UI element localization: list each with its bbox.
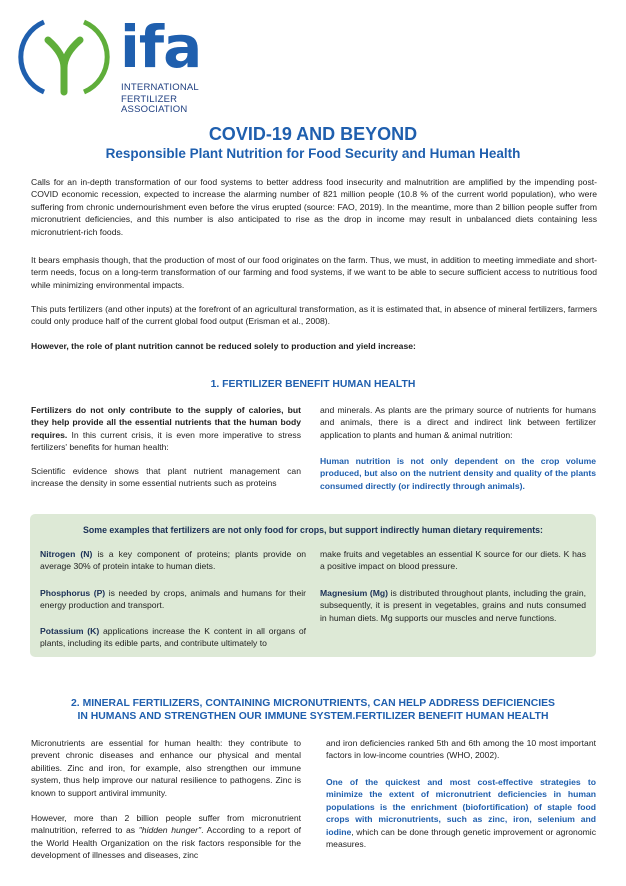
example-text: applications increase the K content in all organs of plants, including its edible parts, and contribute ultimately to	[40, 626, 306, 649]
section-2-highlight	[326, 776, 596, 850]
intro-paragraph-3: This puts fertilizers (and other inputs) at the forefront of an agricultural transformation, as it is estimated that, in absence of mineral fertilizers, farmers could only produce half of the current global food output (Erisman et al., 2008).	[31, 304, 597, 327]
section-2-left-p1: Micronutrients are essential for human health: they contribute to prevent chronic diseases and enhance our physical and mental abilities. Zinc and iron, for example, also strengthen our immune system, thus help improve our natural resilience to pathogens. Zinc is known to support antiviral immunity.	[31, 738, 301, 798]
example-text: make fruits and vegetables an essential K source for our diets. K has a positive impact on blood pressure.	[320, 549, 586, 572]
section-2-heading-line-1: 2. MINERAL FERTILIZERS, CONTAINING MICRONUTRIENTS, CAN HELP ADDRESS DEFICIENCIES	[71, 698, 555, 709]
example-term: Potassium (K)	[40, 626, 100, 636]
intro-paragraph-4: However, the role of plant nutrition cannot be reduced solely to production and yield increase:	[31, 341, 416, 351]
hidden-hunger-term: "hidden hunger"	[138, 825, 202, 836]
section-1-bold-lead: Fertilizers do not only contribute to the supply of calories, but they help provide all the essential nutrients that the human body requires.	[31, 405, 301, 440]
example-item	[40, 548, 306, 573]
example-item	[40, 587, 306, 612]
section-1-highlight: Human nutrition is not only dependent on the crop volume produced, but also on the nutrient density and quality of the plants consumed directly (or indirectly through animals).	[320, 456, 596, 491]
page-subtitle: Responsible Plant Nutrition for Food Security and Human Health	[105, 146, 521, 161]
intro-paragraph-1: Calls for an in-depth transformation of our food systems to better address food insecurity and malnutrition are amplified by the impending post-COVID economic recession, expected to increase the alarming number of 821 million people (10.8 % of the current world population), who were suffering from chronic undernourishment even before the virus erupted (source: FAO, 2019). In the meantime, more than 2 billion people suffer from micronutrient deficiencies, and this number is also anticipated to rise as the drop in income may result in unbalanced diets containing less micronutrient-rich foods.	[31, 177, 597, 237]
ifa-logo	[14, 10, 244, 115]
section-1-left-p2: Scientific evidence shows that plant nutrient management can increase the density in some essential nutrients such as proteins	[31, 466, 301, 489]
intro-paragraph-2: It bears emphasis though, that the production of most of our food originates on the farm. Thus, we must, in addition to meeting immediate and short-term needs, focus on a long-term transformation of our farming and food systems, if we want to be able to secure sufficient access to nutritious food while minimizing environmental impacts.	[31, 255, 597, 290]
example-term: Nitrogen (N)	[40, 549, 93, 559]
example-item	[40, 625, 306, 650]
page-title: COVID-19 AND BEYOND	[208, 124, 418, 144]
section-1-heading: 1. FERTILIZER BENEFIT HUMAN HEALTH	[210, 379, 416, 390]
example-text: is distributed throughout plants, including the grain, subsequently, it is present in vegetables, grains and nuts consumed in human diets. Mg supports our muscles and nerve functions.	[320, 588, 586, 623]
example-text: is a key component of proteins; plants provide on average 30% of protein intake to human diets.	[40, 549, 307, 572]
section-2-heading-line-2: IN HUMANS AND STRENGTHEN OUR IMMUNE SYSTEM.FERTILIZER BENEFIT HUMAN HEALTH	[77, 711, 549, 722]
example-term: Magnesium (Mg)	[320, 588, 389, 598]
section-2-heading	[0, 697, 626, 723]
logo-line-1: INTERNATIONAL	[121, 82, 199, 93]
examples-box	[30, 514, 596, 657]
example-item	[320, 548, 586, 573]
example-term: Phosphorus (P)	[40, 588, 106, 598]
text-run: However, more than 2 billion people suffer from micronutrient malnutrition, referred to as	[31, 813, 301, 836]
text-run: . According to a report of the World Health Organization on the risk factors responsible for the development of illnesses and diseases, zinc	[31, 825, 301, 861]
example-item	[320, 587, 586, 624]
logo-line-2: FERTILIZER ASSOCIATION	[121, 94, 188, 115]
text-run: , which can be done through genetic improvement or agronomic measures.	[326, 826, 596, 850]
example-text: is needed by crops, animals and humans for their energy production and transport.	[40, 588, 306, 611]
examples-box-heading: Some examples that fertilizers are not only food for crops, but support indirectly human dietary requirements:	[83, 525, 543, 535]
section-1-lead-rest: In this current crisis, it is even more imperative to stress fertilizers' benefits for human health:	[31, 429, 301, 453]
section-2-right-p1: and iron deficiencies ranked 5th and 6th among the 10 most important factors in low-income countries (WHO, 2002).	[326, 738, 596, 761]
highlight-text: One of the quickest and most cost-effective strategies to minimize the extent of micronutrient deficiencies in human populations is the enrichment (biofortification) of staple food crops with micronutrients, such as zinc, iron, selenium and iodine	[326, 777, 596, 837]
section-1-intro	[31, 404, 301, 454]
logo-wordmark: ifa	[120, 13, 202, 81]
ifa-emblem-icon	[14, 10, 114, 105]
section-2-left-p2	[31, 812, 301, 862]
section-1-left-col	[31, 404, 301, 454]
section-1-right-p1: and minerals. As plants are the primary source of nutrients for humans and animals, there is a direct and indirect link between fertilizer application to plants and human & animal nutrition:	[320, 405, 596, 440]
